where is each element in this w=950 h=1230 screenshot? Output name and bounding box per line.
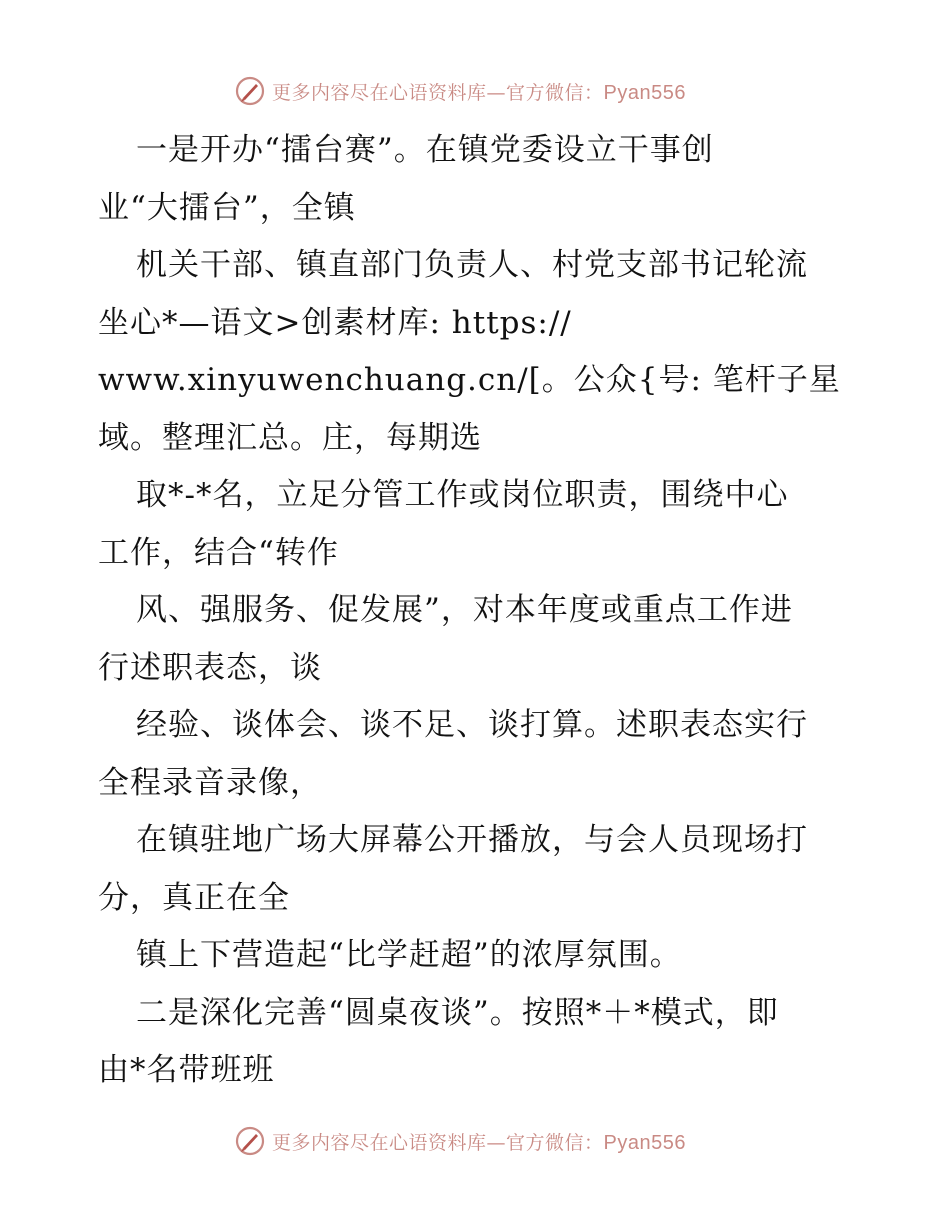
body-line: 业“大擂台”，全镇 bbox=[98, 189, 356, 226]
body-line: 由*名带班班 bbox=[98, 1052, 275, 1088]
footer-watermark bbox=[0, 1121, 950, 1161]
body-line: 工作，结合“转作 bbox=[98, 534, 339, 571]
body-line: 镇上下营造起“比学赶超”的浓厚氛围。 bbox=[136, 937, 682, 973]
document-body bbox=[98, 122, 858, 1100]
header-watermark bbox=[0, 71, 950, 111]
quill-logo-icon bbox=[234, 1125, 266, 1157]
body-line: 行述职表态，谈 bbox=[98, 649, 322, 686]
body-line: 域。整理汇总。庄，每期选 bbox=[98, 419, 482, 456]
body-line: 分，真正在全 bbox=[98, 879, 290, 916]
body-line: 经验、谈体会、谈不足、谈打算。述职表态实行 bbox=[136, 707, 808, 743]
body-line: 取*-*名，立足分管工作或岗位职责，围绕中心 bbox=[136, 477, 789, 513]
body-line: 坐心*—语文>创素材库: https:// bbox=[98, 304, 572, 341]
body-line: 在镇驻地广场大屏幕公开播放，与会人员现场打 bbox=[136, 822, 808, 858]
watermark-text: 更多内容尽在心语资料库—官方微信：Pyan556 bbox=[272, 1131, 686, 1154]
body-line: 风、强服务、促发展”，对本年度或重点工作进 bbox=[136, 592, 793, 628]
quill-logo-icon bbox=[234, 75, 266, 107]
body-line: 机关干部、镇直部门负责人、村党支部书记轮流 bbox=[136, 247, 808, 283]
watermark-text: 更多内容尽在心语资料库—官方微信：Pyan556 bbox=[272, 81, 686, 104]
body-line: 二是深化完善“圆桌夜谈”。按照*＋*模式，即 bbox=[136, 994, 779, 1031]
body-line: 全程录音录像， bbox=[98, 764, 322, 801]
body-line: 一是开办“擂台赛”。在镇党委设立干事创 bbox=[136, 132, 714, 168]
body-line: www.xinyuwenchuang.cn/[。公众{号: 笔杆子星 bbox=[98, 362, 841, 398]
